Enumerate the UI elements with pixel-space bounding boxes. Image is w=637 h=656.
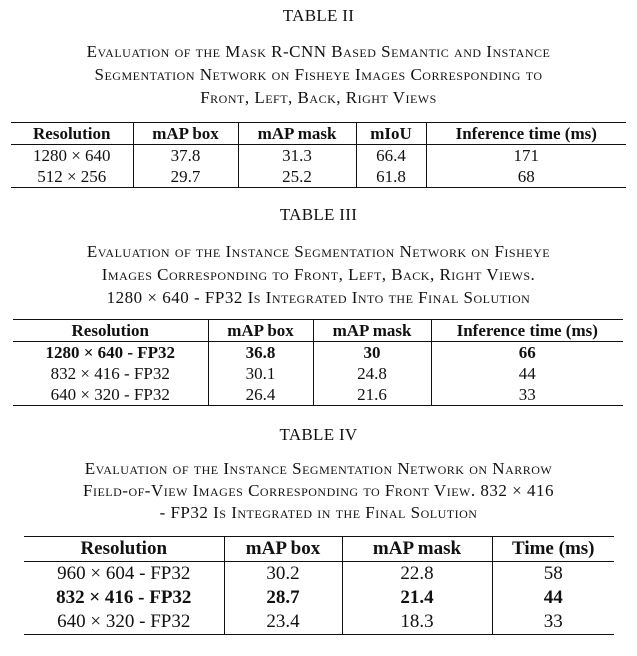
table-cell: 960 × 604 - FP32	[24, 562, 224, 587]
table-header-row	[13, 320, 623, 342]
table-ii-block	[0, 6, 637, 188]
column-header: mAP box	[133, 123, 238, 145]
table-cell: 18.3	[342, 610, 492, 635]
table-cell: 30.2	[224, 562, 342, 587]
table-cell: 68	[517, 167, 535, 186]
table-label: TABLE III	[279, 205, 358, 224]
column-header: mAP mask	[342, 537, 492, 562]
table-cell: 58	[543, 563, 563, 584]
table-row-highlighted	[13, 342, 623, 364]
caption-line: Evaluation of the Instance Segmentation Network on Fisheye	[86, 242, 551, 261]
table-caption	[0, 458, 637, 524]
table-label: TABLE IV	[279, 425, 358, 444]
table-row-highlighted	[24, 586, 614, 610]
column-header: mAP mask	[238, 123, 356, 145]
table-cell: 1280 × 640 - FP32	[13, 342, 208, 364]
table-caption	[0, 240, 637, 309]
table-cell: 66	[518, 343, 536, 362]
table-cell: 30.1	[208, 363, 313, 384]
table-cell: 28.7	[224, 586, 342, 610]
table-cell: 640 × 320 - FP32	[24, 610, 224, 635]
table-cell: 36.8	[208, 342, 313, 364]
results-table	[24, 536, 614, 635]
table-cell: 33	[543, 611, 563, 632]
table-header-row	[11, 123, 626, 145]
column-header: Resolution	[24, 537, 224, 562]
table-caption	[0, 40, 637, 109]
column-header: Inference time (ms)	[431, 320, 623, 342]
table-row	[11, 166, 626, 188]
caption-line: Front, Left, Back, Right Views	[200, 88, 437, 107]
table-cell: 66.4	[356, 145, 426, 167]
table-cell: 832 × 416 - FP32	[24, 586, 224, 610]
caption-line: Field-of-View Images Corresponding to Front View. 832 × 416	[83, 481, 554, 500]
column-header: Time (ms)	[492, 537, 614, 562]
results-table	[11, 122, 626, 188]
results-table	[13, 319, 623, 406]
column-header: Resolution	[11, 123, 133, 145]
table-cell: 26.4	[208, 384, 313, 406]
column-header: Inference time (ms)	[426, 123, 626, 145]
table-cell: 44	[543, 587, 563, 608]
table-row	[13, 363, 623, 384]
table-cell: 61.8	[356, 166, 426, 188]
caption-line: Segmentation Network on Fisheye Images Corresponding to	[94, 65, 543, 84]
column-header: mIoU	[356, 123, 426, 145]
table-cell: 23.4	[224, 610, 342, 635]
caption-line: - FP32 Is Integrated in the Final Solution	[159, 503, 478, 522]
table-header-row	[24, 537, 614, 562]
table-cell: 31.3	[238, 145, 356, 167]
table-cell: 640 × 320 - FP32	[13, 384, 208, 406]
column-header: mAP box	[224, 537, 342, 562]
column-header: mAP box	[208, 320, 313, 342]
table-row	[11, 145, 626, 167]
table-label: TABLE II	[282, 6, 355, 25]
table-cell: 37.8	[133, 145, 238, 167]
caption-line: Images Corresponding to Front, Left, Back, Right Views.	[101, 265, 536, 284]
table-cell: 512 × 256	[11, 166, 133, 188]
caption-line: Evaluation of the Mask R-CNN Based Semantic and Instance	[86, 42, 551, 61]
table-cell: 30	[313, 342, 431, 364]
table-cell: 832 × 416 - FP32	[13, 363, 208, 384]
table-cell: 24.8	[313, 363, 431, 384]
table-row	[24, 610, 614, 635]
table-cell: 1280 × 640	[11, 145, 133, 167]
caption-line: Evaluation of the Instance Segmentation Network on Narrow	[84, 459, 553, 478]
table-cell: 21.4	[342, 586, 492, 610]
table-cell: 21.6	[313, 384, 431, 406]
table-cell: 25.2	[238, 166, 356, 188]
table-row	[13, 384, 623, 406]
table-row	[24, 562, 614, 587]
table-iv-block	[0, 425, 637, 635]
column-header: mAP mask	[313, 320, 431, 342]
caption-line: 1280 × 640 - FP32 Is Integrated Into the Final Solution	[106, 288, 531, 307]
column-header: Resolution	[13, 320, 208, 342]
table-cell: 22.8	[342, 562, 492, 587]
table-cell: 29.7	[133, 166, 238, 188]
table-iii-block	[0, 205, 637, 406]
table-cell: 171	[513, 146, 539, 165]
table-cell: 33	[518, 385, 536, 404]
table-cell: 44	[518, 364, 536, 383]
